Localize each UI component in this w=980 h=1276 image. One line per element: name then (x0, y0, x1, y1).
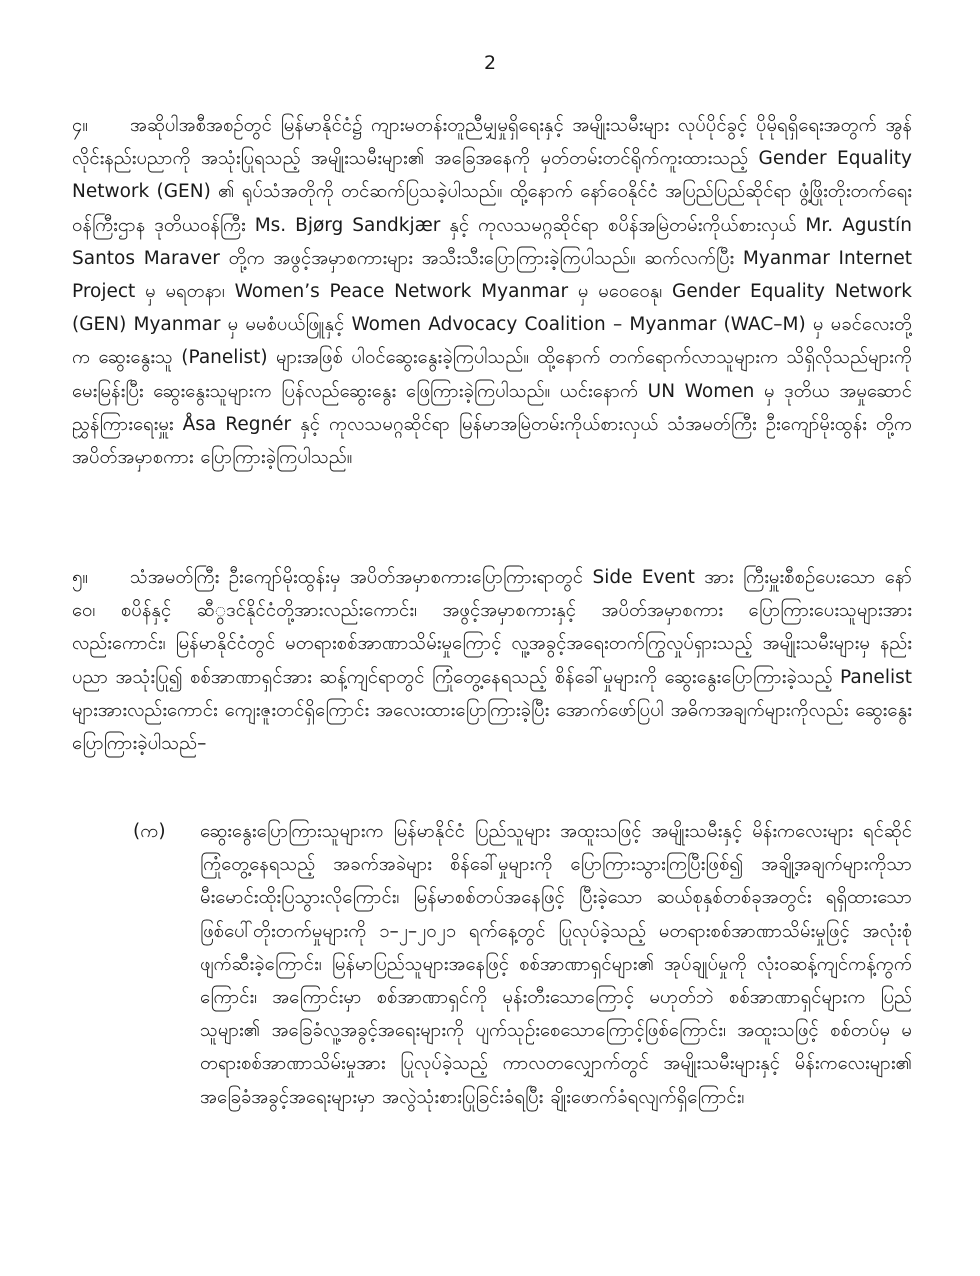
page-number: 2 (483, 52, 497, 74)
sub-item-ka-text: ဆွေးနွေးပြောကြားသူများက မြန်မာနိုင်ငံ ပြည်သူများ အထူးသဖြင့် အမျိုးသမီးနှင့် မိန်းကလေးများ ရင်ဆိုင်ကြုံတွေ့နေရသည့် အခက်အခဲများ စိန်ခေါ်မှုများကို ပြောကြားသွားကြပြီးဖြစ်၍ အချို့အချက်များကိုသာ မီးမောင်းထိုးပြသွားလိုကြောင်း၊ မြန်မာစစ်တပ်အနေဖြင့် ပြီးခဲ့သော ဆယ်စုနှစ်တစ်ခုအတွင်း ရရှိထားသော ဖြစ်ပေါ်တိုးတက်မှုများကို ၁–၂–၂၀၂၁ ရက်နေ့တွင် ပြုလုပ်ခဲ့သည့် မတရားစစ်အာဏာသိမ်းမှုဖြင့် အလုံးစုံဖျက်ဆီးခဲ့ကြောင်း၊ မြန်မာပြည်သူများအနေဖြင့် စစ်အာဏာရှင်များ၏ အုပ်ချုပ်မှုကို လုံးဝဆန့်ကျင်ကန့်ကွက်ကြောင်း၊ အကြောင်းမှာ စစ်အာဏာရှင်ကို မုန်းတီးသောကြောင့် မဟုတ်ဘဲ စစ်အာဏာရှင်များက ပြည်သူများ၏ အခြေခံလူ့အခွင့်အရေးများကို ပျက်သုဉ်းစေသောကြောင့်ဖြစ်ကြောင်း၊ အထူးသဖြင့် စစ်တပ်မှ မတရားစစ်အာဏာသိမ်းမှုအား ပြုလုပ်ခဲ့သည့် ကာလတလျှောက်တွင် အမျိုးသမီးများနှင့် မိန်းကလေးများ၏ အခြေခံအခွင့်အရေးများမှာ အလွဲသုံးစားပြုခြင်းခံရပြီး ချိုးဖောက်ခံရလျက်ရှိကြောင်း၊ (200, 821, 912, 1108)
paragraph-5-number: ၅။ (72, 567, 89, 588)
paragraph-4-text: အဆိုပါအစီအစဉ်တွင် မြန်မာနိုင်ငံ၌ ကျားမတန်းတူညီမျှမှုရှိရေးနှင့် အမျိုးသမီးများ လုပ်ပိုင်ခွင့် ပိုမိုရရှိရေးအတွက် အွန်လိုင်းနည်းပညာကို အသုံးပြုရသည့် အမျိုးသမီးများ၏ အခြေအနေကို မှတ်တမ်းတင်ရိုက်ကူးထားသည့် Gender Equality Network (GEN) ၏ ရုပ်သံအတိုကို တင်ဆက်ပြသခဲ့ပါသည်။ ထို့နောက် နော်ဝေနိုင်ငံ အပြည်ပြည်ဆိုင်ရာ ဖွံ့ဖြိုးတိုးတက်ရေးဝန်ကြီးဌာန ဒုတိယဝန်ကြီး Ms. Bjørg Sandkjær နှင့် ကုလသမဂ္ဂဆိုင်ရာ စပိန်အမြဲတမ်းကိုယ်စားလှယ် Mr. Agustín Santos Maraver တို့က အဖွင့်အမှာစကားများ အသီးသီးပြောကြားခဲ့ကြပါသည်။ ဆက်လက်ပြီး Myanmar Internet Project မှ မရတနာ၊ Women’s Peace Network Myanmar မှ မဝေဝေနု၊ Gender Equality Network (GEN) Myanmar မှ မမစံပယ်ဖြူနှင့် Women Advocacy Coalition – Myanmar (WAC–M) မှ မခင်လေးတို့က ဆွေးနွေးသူ (Panelist) များအဖြစ် ပါဝင်ဆွေးနွေးခဲ့ကြပါသည်။ ထို့နောက် တက်ရောက်လာသူများက သိရှိလိုသည်များကို မေးမြန်းပြီး ဆွေးနွေးသူများက ပြန်လည်ဆွေးနွေး ဖြေကြားခဲ့ကြပါသည်။ ယင်းနောက် UN Women မှ ဒုတိယ အမှုဆောင်ညွှန်ကြားရေးမှူး Åsa Regnér နှင့် ကုလသမဂ္ဂဆိုင်ရာ မြန်မာအမြဲတမ်းကိုယ်စားလှယ် သံအမတ်ကြီး ဦးကျော်မိုးထွန်း တို့က အပိတ်အမှာစကား ပြောကြားခဲ့ကြပါသည်။ (72, 115, 912, 469)
paragraph-4 (72, 109, 912, 474)
paragraph-5-text: သံအမတ်ကြီး ဦးကျော်မိုးထွန်းမှ အပိတ်အမှာစကားပြောကြားရာတွင် Side Event အား ကြီးမှူးစီစဉ်ပေးသော နော်ဝေ၊ စပိန်နှင့် ဆီွဒင်နိုင်ငံတို့အားလည်းကောင်း၊ အဖွင့်အမှာစကားနှင့် အပိတ်အမှာစကား ပြောကြားပေးသူများအားလည်းကောင်း၊ မြန်မာနိုင်ငံတွင် မတရားစစ်အာဏာသိမ်းမှုကြောင့် လူ့အခွင့်အရေးတက်ကြွလှုပ်ရှားသည့် အမျိုးသမီးများမှ နည်းပညာ အသုံးပြု၍ စစ်အာဏာရှင်အား ဆန့်ကျင်ရာတွင် ကြုံတွေ့နေရသည့် စိန်ခေါ်မှုများကို ဆွေးနွေးပြောကြားခဲ့သည့် Panelist များအားလည်းကောင်း ကျေးဇူးတင်ရှိကြောင်း အလေးထားပြောကြားခဲ့ပြီး အောက်ဖော်ပြပါ အဓိကအချက်များကိုလည်း ဆွေးနွေးပြောကြားခဲ့ပါသည်– (72, 567, 912, 755)
sub-item-ka-marker: (က) (133, 821, 166, 842)
paragraph-5 (72, 561, 912, 760)
paragraph-4-number: ၄။ (72, 115, 89, 136)
